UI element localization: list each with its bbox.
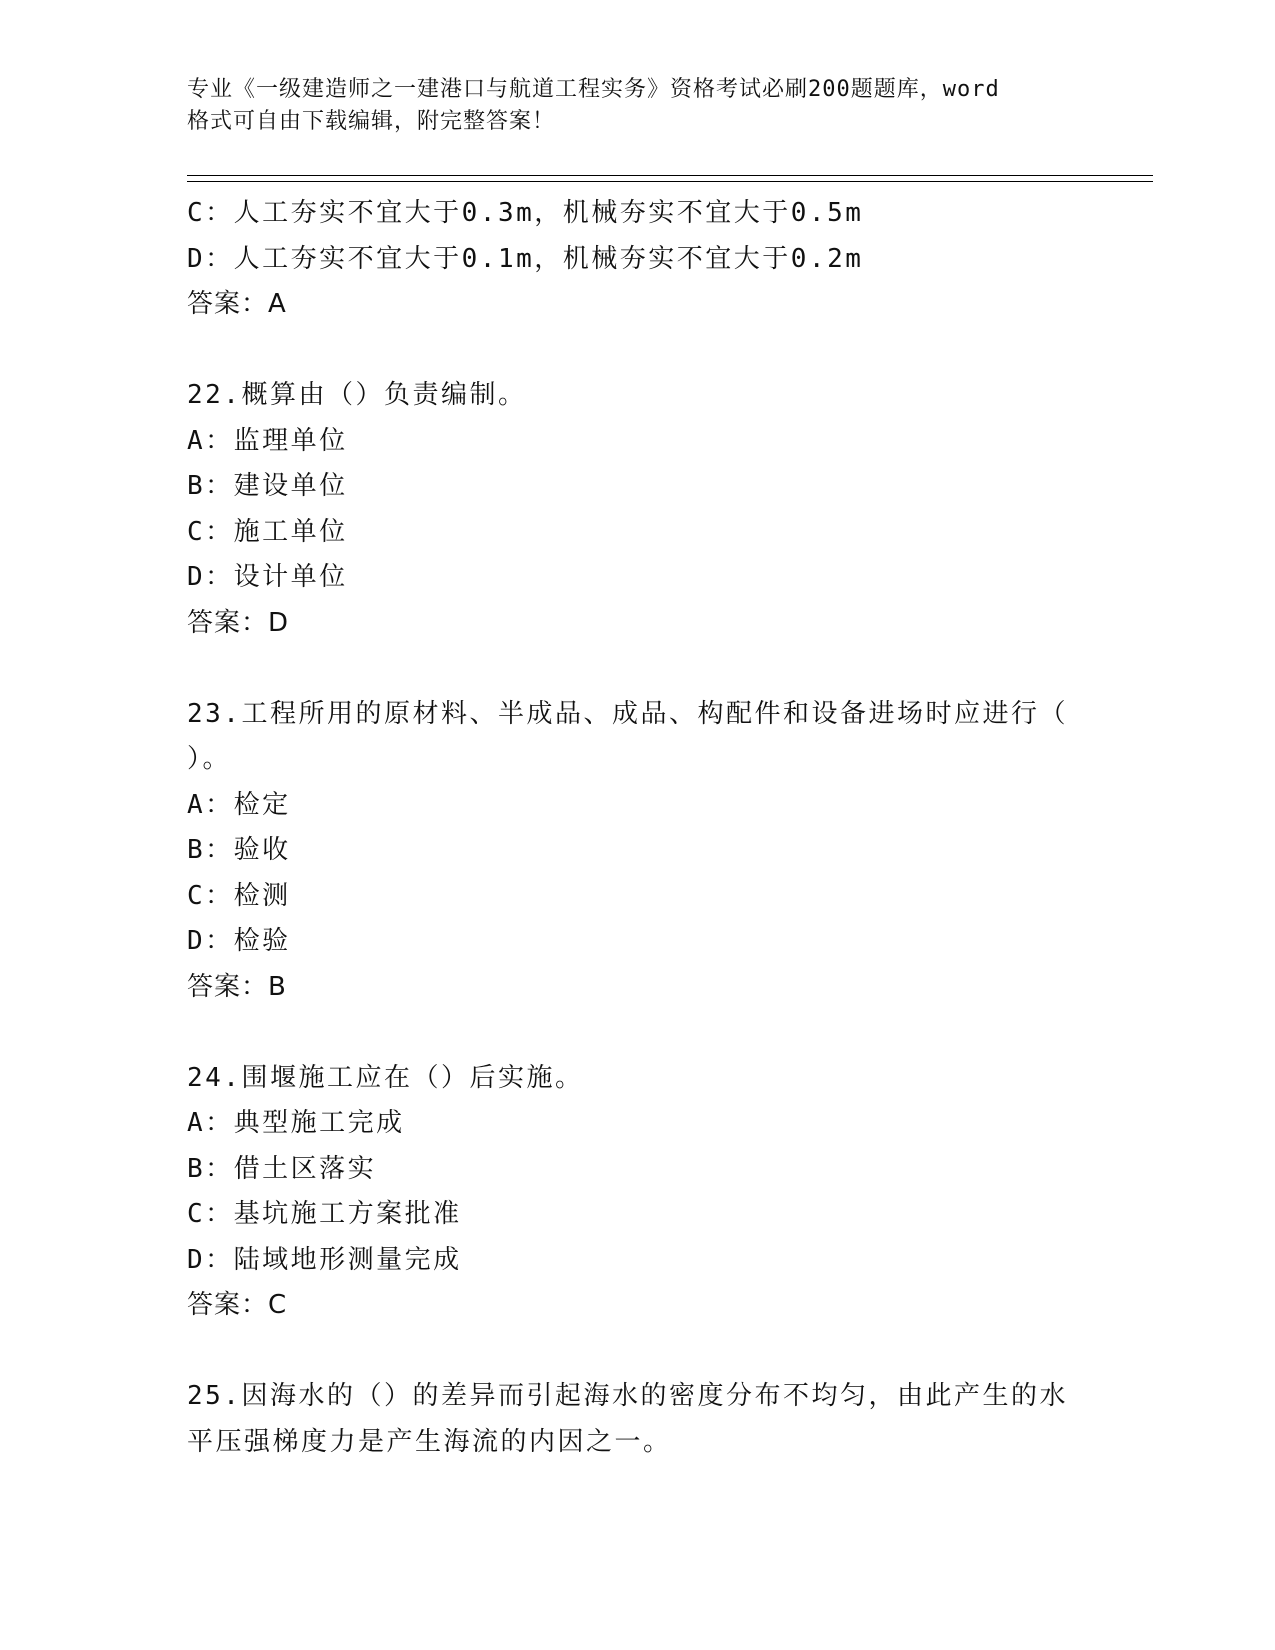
spacer (187, 1329, 1087, 1375)
q24-answer: 答案：C (187, 1290, 288, 1320)
q22-option-a: A：监理单位 (187, 425, 348, 456)
q22-option-c: C：施工单位 (187, 516, 348, 547)
question-23-line-2: ）。 (187, 744, 232, 774)
answer: 答案：A (187, 289, 287, 319)
header-line-2: 格式可自由下载编辑，附完整答案！ (187, 109, 556, 134)
q23-option-c: C：检测 (187, 880, 291, 911)
q23-option-d: D：检验 (187, 926, 291, 956)
question-24: 24.围堰施工应在（）后实施。 (187, 1062, 584, 1093)
question-25-line-1: 25.因海水的（）的差异而引起海水的密度分布不均匀，由此产生的水 (187, 1381, 1068, 1411)
option-d: D：人工夯实不宜大于0.1m，机械夯实不宜大于0.2m (187, 243, 864, 274)
q24-option-d: D：陆域地形测量完成 (187, 1244, 462, 1275)
question-list (187, 191, 1087, 1465)
spacer (187, 328, 1087, 374)
q22-option-d: D：设计单位 (187, 562, 348, 592)
q23-option-a: A：检定 (187, 789, 291, 820)
header-rule-bottom (187, 181, 1153, 182)
option-c: C：人工夯实不宜大于0.3m，机械夯实不宜大于0.5m (187, 198, 864, 228)
question-23-line-1: 23.工程所用的原材料、半成品、成品、构配件和设备进场时应进行（ (187, 698, 1068, 729)
spacer (187, 646, 1087, 692)
q24-option-b: B：借土区落实 (187, 1153, 377, 1184)
header-rule-top (187, 175, 1153, 176)
question-25-line-2: 平压强梯度力是产生海流的内因之一。 (187, 1426, 672, 1457)
header-line-1: 专业《一级建造师之一建港口与航道工程实务》资格考试必刷200题题库，word (187, 77, 1000, 102)
q22-answer: 答案：D (187, 607, 290, 638)
document-header (187, 74, 1067, 138)
q24-option-c: C：基坑施工方案批准 (187, 1199, 462, 1229)
spacer (187, 1010, 1087, 1056)
q22-option-b: B：建设单位 (187, 471, 348, 501)
q23-answer: 答案：B (187, 971, 287, 1002)
question-22: 22.概算由（）负责编制。 (187, 380, 527, 410)
q24-option-a: A：典型施工完成 (187, 1108, 405, 1138)
q23-option-b: B：验收 (187, 835, 291, 865)
